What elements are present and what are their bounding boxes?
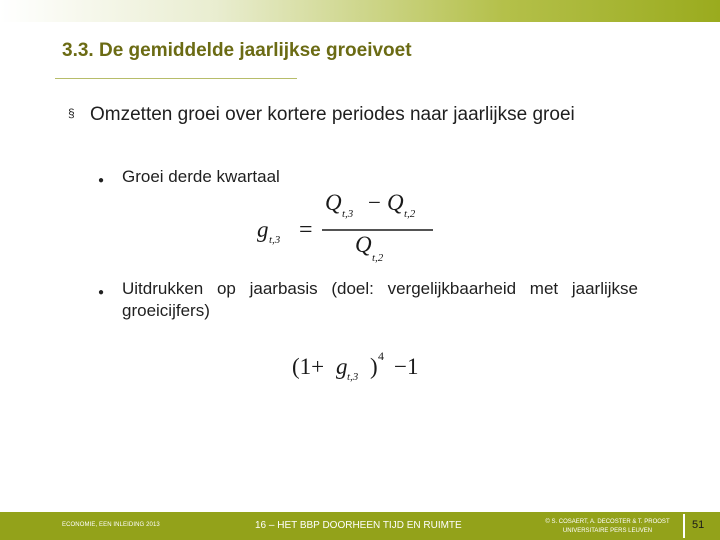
slide-title: 3.3. De gemiddelde jaarlijkse groeivoet [62, 40, 412, 61]
formula2-tail: −1 [394, 354, 419, 379]
footer-bar [0, 512, 720, 540]
formula-lhs-sub: t,3 [269, 234, 281, 246]
formula2-close: ) [370, 354, 378, 379]
footer-book-title: ECONOMIE, EEN INLEIDING 2013 [62, 522, 160, 528]
formula-equals: = [299, 217, 313, 243]
formula-num-sub1: t,3 [342, 208, 354, 220]
formula-den-var: Q [355, 232, 372, 257]
footer-divider [683, 514, 685, 538]
formula-quarter-growth [255, 190, 445, 270]
formula-den-sub: t,2 [372, 252, 384, 264]
sub-bullet-text-1: Groei derde kwartaal [122, 167, 280, 186]
formula-minus: − [368, 190, 381, 215]
round-bullet-icon: ● [98, 175, 105, 186]
formula-num-sub2: t,2 [404, 208, 416, 220]
square-bullet-icon: § [68, 106, 75, 120]
footer-publisher: UNIVERSITAIRE PERS LEUVEN [562, 528, 653, 534]
top-gradient-band [0, 0, 720, 22]
formula2-open: (1+ [292, 354, 325, 379]
bullet-level1-text: Omzetten groei over kortere periodes naar jaarlijkse groei [90, 104, 575, 125]
formula-num-var2: Q [387, 190, 404, 215]
page-number: 51 [692, 519, 705, 531]
formula-lhs-var: g [257, 217, 269, 242]
formula-num-var1: Q [325, 190, 342, 215]
title-underline [55, 78, 297, 79]
footer-authors: © S. COSAERT, A. DECOSTER & T. PROOST [545, 519, 670, 525]
sub-bullet-text-2: Uitdrukken op jaarbasis (doel: vergelijkbaarheid met jaarlijkse groeicijfers) [122, 279, 638, 320]
formula2-exponent: 4 [378, 349, 384, 363]
footer-chapter: 16 – HET BBP DOORHEEN TIJD EN RUIMTE [255, 520, 462, 531]
round-bullet-icon: ● [98, 287, 105, 298]
footer-copyright [535, 518, 680, 536]
formula-annualized-growth [290, 345, 440, 387]
formula2-sub: t,3 [347, 371, 359, 383]
formula2-var: g [336, 354, 348, 379]
